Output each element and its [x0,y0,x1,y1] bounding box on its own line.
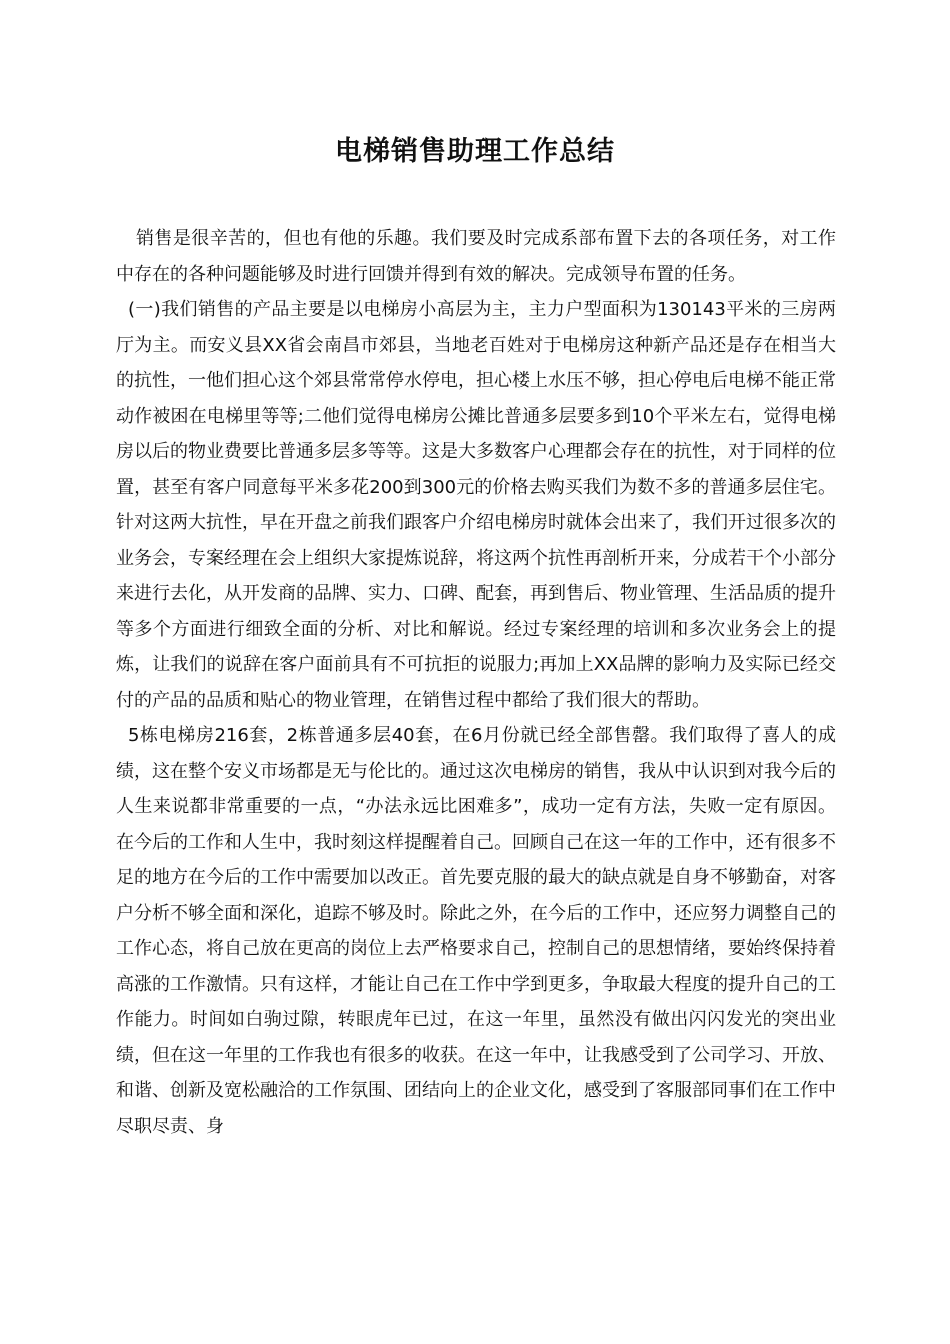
document-title: 电梯销售助理工作总结 [335,136,615,167]
paragraph-products: (一)我们销售的产品主要是以电梯房小高层为主，主力户型面积为130143平米的三房两厅为主。而安义县XX省会南昌市郊县，当地老百姓对于电梯房这种新产品还是存在相当大的抗性，一他们担心这个郊县常常停水停电，担心楼上水压不够，担心停电后电梯不能正常动作被困在电梯里等等;二他们觉得电梯房公摊比普通多层要多到10个平米左右，觉得电梯房以后的物业费要比普通多层多等等。这是大多数客户心理都会存在的抗性，对于同样的位置，甚至有客户同意每平米多花200到300元的价格去购买我们为数不多的普通多层住宅。针对这两大抗性，早在开盘之前我们跟客户介绍电梯房时就体会出来了，我们开过很多次的业务会，专案经理在会上组织大家提炼说辞，将这两个抗性再剖析开来，分成若干个小部分来进行去化，从开发商的品牌、实力、口碑、配套，再到售后、物业管理、生活品质的提升等多个方面进行细致全面的分析、对比和解说。经过专案经理的培训和多次业务会上的提炼，让我们的说辞在客户面前具有不可抗拒的说服力;再加上XX品牌的影响力及实际已经交付的产品的品质和贴心的物业管理，在销售过程中都给了我们很大的帮助。 [116,299,836,711]
document-body [116,221,836,1144]
paragraph-results: 5栋电梯房216套，2栋普通多层40套，在6月份就已经全部售罄。我们取得了喜人的成绩，这在整个安义市场都是无与伦比的。通过这次电梯房的销售，我从中认识到对我今后的人生来说都非常重要的一点，“办法永远比困难多”，成功一定有方法，失败一定有原因。在今后的工作和人生中，我时刻这样提醒着自己。回顾自己在这一年的工作中，还有很多不足的地方在今后的工作中需要加以改正。首先要克服的最大的缺点就是自身不够勤奋，对客户分析不够全面和深化，追踪不够及时。除此之外，在今后的工作中，还应努力调整自己的工作心态，将自己放在更高的岗位上去严格要求自己，控制自己的思想情绪，要始终保持着高涨的工作激情。只有这样，才能让自己在工作中学到更多，争取最大程度的提升自己的工作能力。时间如白驹过隙，转眼虎年已过，在这一年里，虽然没有做出闪闪发光的突出业绩，但在这一年里的工作我也有很多的收获。在这一年中，让我感受到了公司学习、开放、和谐、创新及宽松融洽的工作氛围、团结向上的企业文化，感受到了客服部同事们在工作中尽职尽责、身 [116,725,836,1137]
paragraph-intro: 销售是很辛苦的，但也有他的乐趣。我们要及时完成系部布置下去的各项任务，对工作中存在的各种问题能够及时进行回馈并得到有效的解决。完成领导布置的任务。 [116,228,836,285]
